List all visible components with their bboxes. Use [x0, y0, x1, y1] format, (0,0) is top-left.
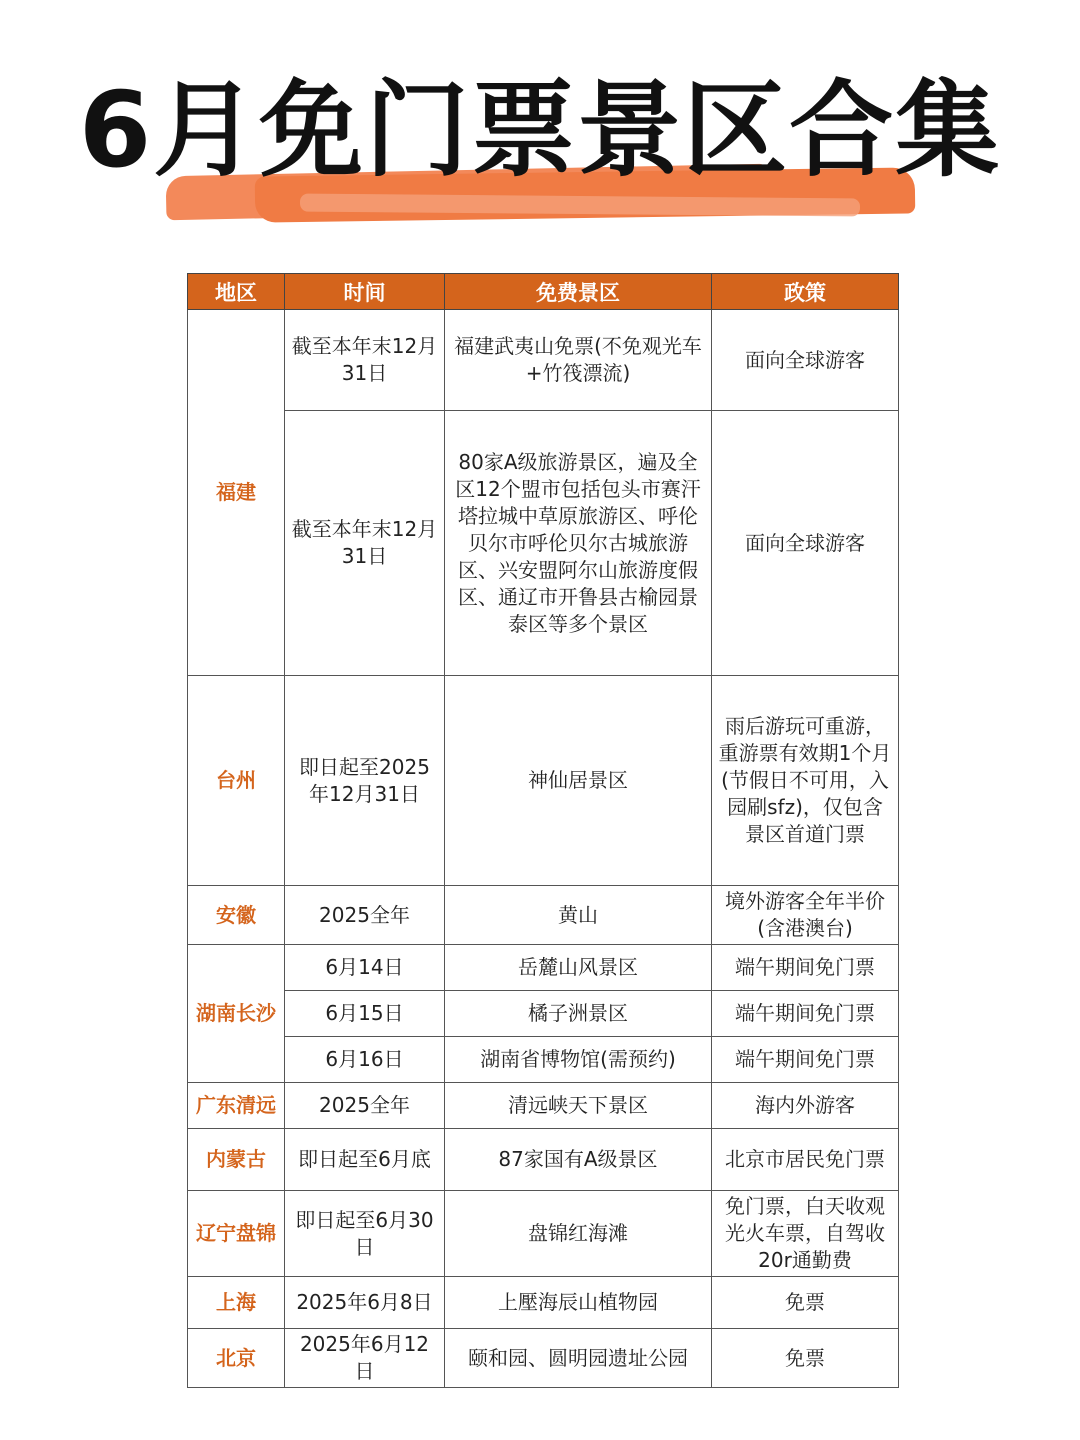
spot-cell: 黄山 [445, 886, 712, 945]
header-policy: 政策 [712, 274, 899, 310]
spot-cell: 岳麓山风景区 [445, 945, 712, 991]
time-cell: 2025全年 [285, 1083, 445, 1129]
time-cell: 2025年6月8日 [285, 1277, 445, 1329]
header-free-spot: 免费景区 [445, 274, 712, 310]
spot-cell: 80家A级旅游景区，遍及全区12个盟市包括包头市赛汗塔拉城中草原旅游区、呼伦贝尔市呼伦贝尔古城旅游区、兴安盟阿尔山旅游度假区、通辽市开鲁县古榆园景泰区等多个景区 [445, 411, 712, 676]
table-row [188, 1083, 899, 1129]
spot-cell: 87家国有A级景区 [445, 1129, 712, 1191]
title-banner [0, 0, 1080, 240]
spot-cell: 湖南省博物馆(需预约) [445, 1037, 712, 1083]
spot-cell: 橘子洲景区 [445, 991, 712, 1037]
table-row [188, 886, 899, 945]
table-row [188, 945, 899, 991]
region-cell: 广东清远 [188, 1083, 285, 1129]
policy-cell: 海内外游客 [712, 1083, 899, 1129]
scenic-spots-table [187, 273, 899, 1388]
time-cell: 截至本年末12月31日 [285, 310, 445, 411]
policy-cell: 端午期间免门票 [712, 1037, 899, 1083]
header-time: 时间 [285, 274, 445, 310]
policy-cell: 面向全球游客 [712, 310, 899, 411]
time-cell: 即日起至2025年12月31日 [285, 676, 445, 886]
policy-cell: 雨后游玩可重游，重游票有效期1个月(节假日不可用，入园刷sfz)，仅包含景区首道门票 [712, 676, 899, 886]
time-cell: 即日起至6月底 [285, 1129, 445, 1191]
spot-cell: 神仙居景区 [445, 676, 712, 886]
page-title: 6月免门票景区合集 [78, 69, 1002, 191]
table-row [188, 1037, 899, 1083]
region-cell: 安徽 [188, 886, 285, 945]
spot-cell: 清远峡天下景区 [445, 1083, 712, 1129]
policy-cell: 端午期间免门票 [712, 991, 899, 1037]
spot-cell: 上壓海辰山植物园 [445, 1277, 712, 1329]
time-cell: 6月15日 [285, 991, 445, 1037]
table-row [188, 1277, 899, 1329]
spot-cell: 福建武夷山免票(不免观光车+竹筏漂流) [445, 310, 712, 411]
policy-cell: 端午期间免门票 [712, 945, 899, 991]
region-cell: 内蒙古 [188, 1129, 285, 1191]
time-cell: 6月14日 [285, 945, 445, 991]
table-row [188, 676, 899, 886]
header-region: 地区 [188, 274, 285, 310]
policy-cell: 面向全球游客 [712, 411, 899, 676]
region-cell: 福建 [188, 310, 285, 676]
time-cell: 2025全年 [285, 886, 445, 945]
spot-cell: 颐和园、圆明园遗址公园 [445, 1329, 712, 1388]
table-row [188, 1129, 899, 1191]
policy-cell: 免门票，白天收观光火车票，自驾收20r通勤费 [712, 1191, 899, 1277]
policy-cell: 境外游客全年半价(含港澳台) [712, 886, 899, 945]
time-cell: 2025年6月12日 [285, 1329, 445, 1388]
policy-cell: 北京市居民免门票 [712, 1129, 899, 1191]
region-cell: 台州 [188, 676, 285, 886]
table-row [188, 411, 899, 676]
table-row [188, 310, 899, 411]
region-cell: 辽宁盘锦 [188, 1191, 285, 1277]
region-cell: 上海 [188, 1277, 285, 1329]
policy-cell: 免票 [712, 1329, 899, 1388]
time-cell: 6月16日 [285, 1037, 445, 1083]
table-header-row [188, 274, 899, 310]
time-cell: 截至本年末12月31日 [285, 411, 445, 676]
table-row [188, 1191, 899, 1277]
time-cell: 即日起至6月30日 [285, 1191, 445, 1277]
spot-cell: 盘锦红海滩 [445, 1191, 712, 1277]
table-row [188, 991, 899, 1037]
region-cell: 湖南长沙 [188, 945, 285, 1083]
table-row [188, 1329, 899, 1388]
region-cell: 北京 [188, 1329, 285, 1388]
policy-cell: 免票 [712, 1277, 899, 1329]
